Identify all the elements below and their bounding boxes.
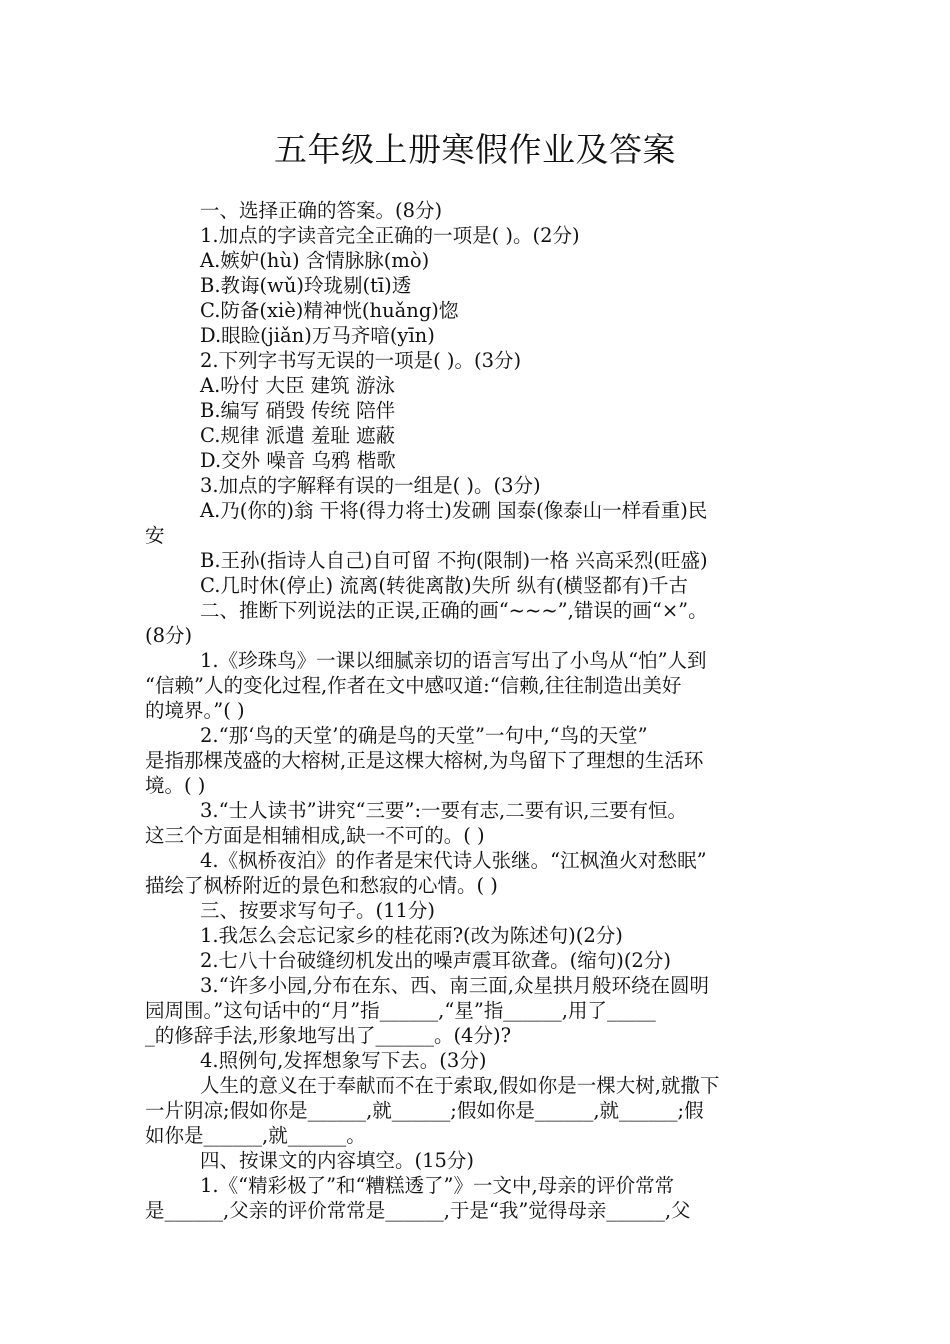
text-line: 4.《枫桥夜泊》的作者是宋代诗人张继。“江枫渔火对愁眠”	[200, 849, 707, 872]
text-line: B.编写 硝毁 传统 陪伴	[200, 399, 396, 422]
text-line: D.交外 噪音 乌鸦 楷歌	[200, 449, 396, 472]
page-title: 五年级上册寒假作业及答案	[274, 130, 676, 169]
text-line: 3.“许多小园,分布在东、西、南三面,众星拱月般环绕在圆明	[200, 974, 709, 997]
text-line: 三、按要求写句子。(11分)	[200, 899, 436, 922]
text-line: 四、按课文的内容填空。(15分)	[200, 1149, 475, 1172]
text-line: 一、选择正确的答案。(8分)	[200, 199, 443, 222]
text-line: 是指那棵茂盛的大榕树,正是这棵大榕树,为鸟留下了理想的生活环	[145, 749, 704, 772]
text-line: C.防备(xiè)精神恍(huǎng)惚	[200, 299, 459, 322]
text-line: “信赖”人的变化过程,作者在文中感叹道:“信赖,往往制造出美好	[145, 674, 682, 697]
text-line: 人生的意义在于奉献而不在于索取,假如你是一棵大树,就撒下	[200, 1074, 720, 1097]
text-line: 1.加点的字读音完全正确的一项是( )。(2分)	[200, 224, 580, 247]
text-line: 4.照例句,发挥想象写下去。(3分)	[200, 1049, 487, 1072]
text-line: 2.七八十台破缝纫机发出的噪声震耳欲聋。(缩句)(2分)	[200, 949, 671, 972]
text-line: C.规律 派遣 羞耻 遮蔽	[200, 424, 396, 447]
text-line: 安	[145, 524, 165, 547]
text-line: 园周围。”这句话中的“月”指______,“星”指______,用了_____	[145, 999, 656, 1022]
text-line: D.眼睑(jiǎn)万马齐喑(yīn)	[200, 324, 435, 347]
text-line: 1.我怎么会忘记家乡的桂花雨?(改为陈述句)(2分)	[200, 924, 623, 947]
text-line: C.几时休(停止) 流离(转徙离散)失所 纵有(横竖都有)千古	[200, 574, 688, 597]
text-line: B.王孙(指诗人自己)自可留 不拘(限制)一格 兴高采烈(旺盛)	[200, 549, 708, 572]
text-line: 3.“士人读书”讲究“三要”:一要有志,二要有识,三要有恒。	[200, 799, 687, 822]
text-line: A.乃(你的)翁 干将(得力将士)发硎 国泰(像泰山一样看重)民	[200, 499, 708, 522]
text-line: 一片阴凉;假如你是______,就______;假如你是______,就______;假	[145, 1099, 704, 1122]
document-body	[145, 198, 825, 1223]
text-line: 1.《珍珠鸟》一课以细腻亲切的语言写出了小鸟从“怕”人到	[200, 649, 707, 672]
text-line: 境。( )	[145, 774, 206, 797]
text-line: 1.《“精彩极了”和“糟糕透了”》一文中,母亲的评价常常	[200, 1174, 675, 1197]
text-line: A.嫉妒(hù) 含情脉脉(mò)	[200, 249, 430, 272]
text-line: 如你是______,就______。	[145, 1124, 366, 1147]
text-line: 3.加点的字解释有误的一组是( )。(3分)	[200, 474, 541, 497]
text-line: 2.“那‘鸟的天堂’的确是鸟的天堂”一句中,“鸟的天堂”	[200, 724, 648, 747]
text-line: _的修辞手法,形象地写出了______。(4分)?	[145, 1024, 512, 1047]
text-line: 二、推断下列说法的正误,正确的画“~~~”,错误的画“×”。	[200, 599, 708, 622]
text-line: B.教诲(wǔ)玲珑剔(tī)透	[200, 274, 412, 297]
text-line: (8分)	[145, 624, 193, 647]
text-line: 描绘了枫桥附近的景色和愁寂的心情。( )	[145, 874, 498, 897]
text-line: A.吩付 大臣 建筑 游泳	[200, 374, 395, 397]
text-line: 的境界。”( )	[145, 699, 245, 722]
text-line: 2.下列字书写无误的一项是( )。(3分)	[200, 349, 522, 372]
text-line: 是______,父亲的评价常常是______,于是“我”觉得母亲______,父	[145, 1199, 691, 1222]
text-line: 这三个方面是相辅相成,缺一不可的。( )	[145, 824, 485, 847]
